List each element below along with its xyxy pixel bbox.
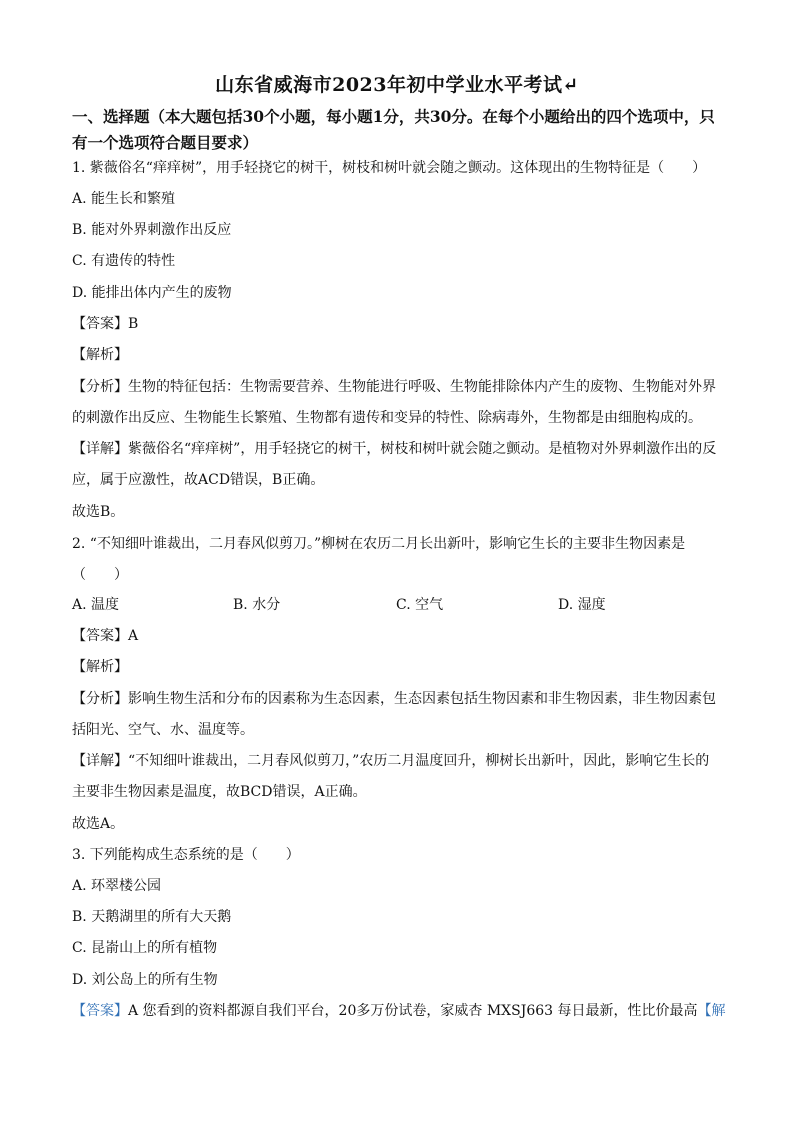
question-2-analysis: 【分析】影响生物生活和分布的因素称为生态因素，生态因素包括生物因素和非生物因素，非生物因素包括阳光、空气、水、温度等。 bbox=[72, 691, 716, 738]
question-1-detail: 【详解】紫薇俗名“痒痒树”，用手轻挠它的树干，树枝和树叶就会随之颤动。是植物对外界刺激作出的反应，属于应激性，故ACD错误，B正确。 bbox=[72, 441, 717, 488]
question-1-option-b: B. 能对外界刺激作出反应 bbox=[72, 222, 232, 238]
question-2-stem: 2. “不知细叶谁裁出，二月春风似剪刀。”柳树在农历二月长出新叶，影响它生长的主要非生物因素是（ ） bbox=[72, 536, 686, 583]
question-1-answer: 【答案】B bbox=[72, 316, 139, 332]
question-2-detail: 【详解】“不知细叶谁裁出，二月春风似剪刀，”农历二月温度回升，柳树长出新叶，因此，影响它生长的主要非生物因素是温度，故BCD错误，A正确。 bbox=[72, 753, 710, 800]
question-3-answer-line bbox=[72, 1001, 732, 1021]
question-2-conclusion: 故选A。 bbox=[72, 816, 125, 832]
question-1-analysis-label: 【解析】 bbox=[72, 347, 128, 363]
question-1-conclusion: 故选B。 bbox=[72, 504, 125, 520]
question-2-option-d: D. 湿度 bbox=[558, 597, 606, 613]
section-header: 一、选择题（本大题包括30个小题，每小题1分，共30分。在每个小题给出的四个选项中，只有一个选项符合题目要求） bbox=[72, 107, 715, 152]
question-2-answer: 【答案】A bbox=[72, 628, 139, 644]
question-1-analysis: 【分析】生物的特征包括：生物需要营养、生物能进行呼吸、生物能排除体内产生的废物、生物能对外界的刺激作出反应、生物能生长繁殖、生物都有遗传和变异的特性、除病毒外，生物都是由细胞构成的。 bbox=[72, 379, 716, 426]
question-3-option-d: D. 刘公岛上的所有生物 bbox=[72, 972, 218, 988]
question-2-analysis-label: 【解析】 bbox=[72, 659, 128, 675]
question-2-option-a: A. 温度 bbox=[72, 597, 120, 613]
question-1-option-d: D. 能排出体内产生的废物 bbox=[72, 285, 232, 301]
question-1-option-c: C. 有遗传的特性 bbox=[72, 253, 176, 269]
question-3-option-a: A. 环翠楼公园 bbox=[72, 878, 162, 894]
page-title: 山东省威海市2023年初中学业水平考试↵ bbox=[215, 74, 579, 96]
question-1-option-a: A. 能生长和繁殖 bbox=[72, 191, 176, 207]
trailing-tag: 【解 bbox=[697, 1003, 726, 1019]
question-3-option-b: B. 天鹅湖里的所有大天鹅 bbox=[72, 909, 232, 925]
question-2-option-b: B. 水分 bbox=[233, 597, 281, 613]
question-1-stem: 1. 紫薇俗名“痒痒树”，用手轻挠它的树干，树枝和树叶就会随之颤动。这体现出的生物特征是（ ） bbox=[72, 160, 707, 176]
answer-tag: 【答案】 bbox=[72, 1003, 128, 1019]
question-2-option-c: C. 空气 bbox=[396, 597, 444, 613]
ad-text: A 您看到的资料都源自我们平台，20多万份试卷，家威杏 MXSJ663 每日最新，性比价最高 bbox=[128, 1003, 698, 1019]
question-3-option-c: C. 昆嵛山上的所有植物 bbox=[72, 940, 218, 956]
question-3-stem: 3. 下列能构成生态系统的是（ ） bbox=[72, 847, 300, 863]
